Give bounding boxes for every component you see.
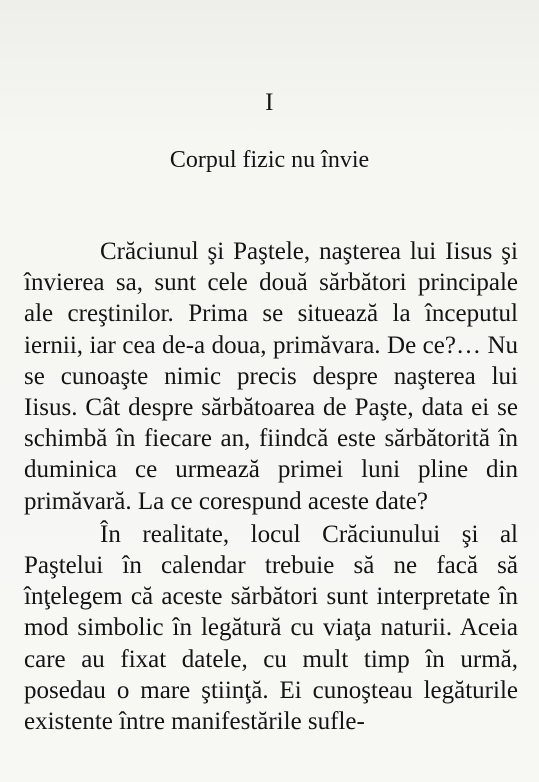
chapter-body [24, 236, 518, 737]
body-paragraph-2: În realitate, locul Crăciunului şi al Paştelui în calendar trebuie să ne facă să înţelegem că aceste sărbători sunt interpretate în mod simbolic în legătură cu viaţa naturii. Aceia care au fixat datele, cu mult timp în urmă, posedau o mare ştiinţă. Ei cunoşteau legăturile existente între manifestările sufle- [24, 520, 518, 736]
chapter-title: Corpul fizic nu învie [169, 147, 370, 173]
chapter-number: I [265, 89, 274, 116]
body-paragraph-1: Crăciunul şi Paştele, naşterea lui Iisus şi învierea sa, sunt cele două sărbători principale ale creştinilor. Prima se situează la începutul iernii, iar cea de-a doua, primăvara. De ce?… Nu se cunoaşte nimic precis despre naşterea lui Iisus. Cât despre sărbătoarea de Paşte, data ei se schimbă în fiecare an, fiindcă este sărbătorită în duminica ce urmează primei luni pline din primăvară. La ce corespund aceste date? [24, 238, 518, 515]
